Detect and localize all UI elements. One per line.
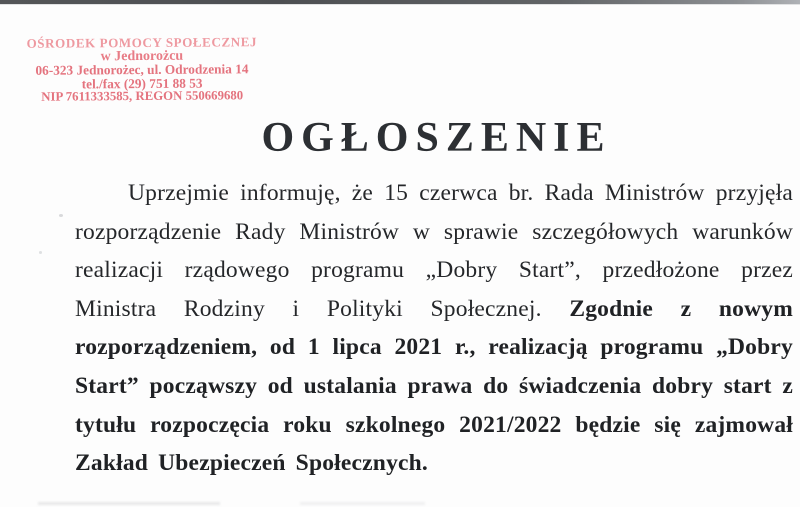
stamp-nip-regon: NIP 7611333585, REGON 550669680 [41,88,244,105]
paragraph-intro-text: Uprzejmie informuję, że 15 czerwca br. Rada Ministrów przyjęła rozporządzenie Rady Ministrów w sprawie szczegółowych warunków realizacji rządowego programu „Dobry Start”, przedłożone przez Ministra Rodziny i Polityki Społecznej. [75,180,793,322]
scan-noise-speck [59,214,63,217]
scan-artifact-bottom [38,502,220,505]
scan-noise-speck [165,222,168,224]
scan-noise-speck [39,251,42,254]
stamp-office-locality: w Jednorożcu [100,48,184,64]
paragraph-emphasis-text: Zgodnie z nowym rozporządzeniem, od 1 lipca 2021 r., realizacją programu „Dobry Start” począwszy od ustalania prawa do świadczenia dobry start z tytułu rozpoczęcia roku szkolnego 2021/2022 będzie się zajmował Zakład Ubezpieczeń Społecznych. [75,295,793,477]
document-title [0,114,800,162]
document-title-text: OGŁOSZENIE [261,115,612,161]
stamp-address: 06-323 Jednorożec, ul. Odrodzenia 14 [35,61,249,78]
office-stamp [26,35,258,105]
announcement-paragraph [75,174,793,483]
scan-edge-top [0,0,800,4]
stamp-office-name: OŚRODEK POMOCY SPOŁECZNEJ [26,34,258,51]
stamp-phone-fax: tel./fax (29) 751 88 53 [81,75,203,92]
scan-artifact-bottom [300,502,425,505]
